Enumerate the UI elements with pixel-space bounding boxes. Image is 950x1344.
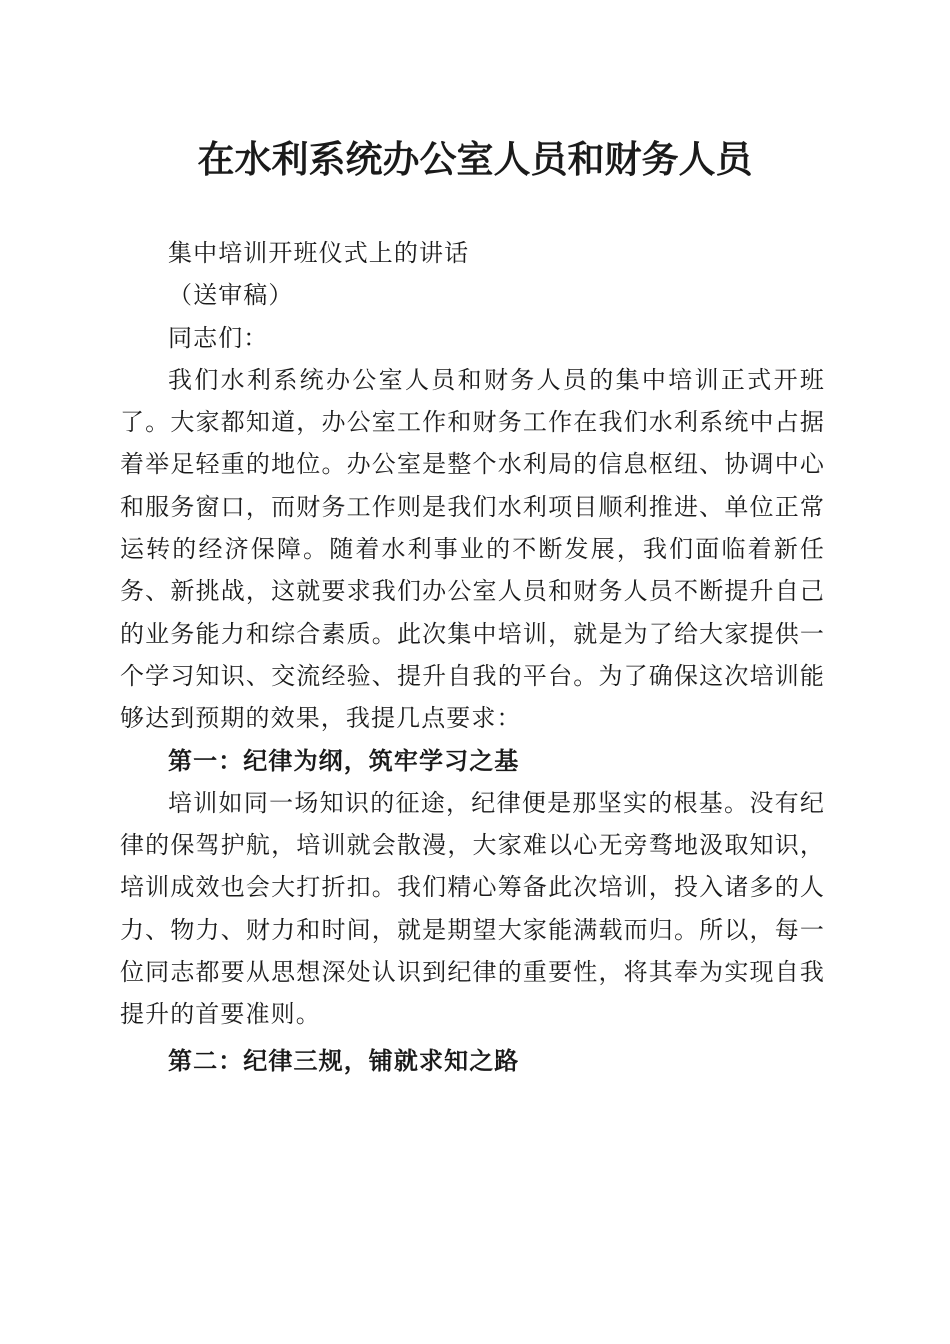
intro-paragraph: 我们水利系统办公室人员和财务人员的集中培训正式开班了。大家都知道，办公室工作和财务工作在我们水利系统中占据着举足轻重的地位。办公室是整个水利局的信息枢纽、协调中心和服务窗口，而财务工作则是我们水利项目顺利推进、单位正常运转的经济保障。随着水利事业的不断发展，我们面临着新任务、新挑战，这就要求我们办公室人员和财务人员不断提升自己的业务能力和综合素质。此次集中培训，就是为了给大家提供一个学习知识、交流经验、提升自我的平台。为了确保这次培训能够达到预期的效果，我提几点要求： [120,365,825,733]
document-body [120,232,825,1082]
section-heading-2: 第二：纪律三规，铺就求知之路 [168,1045,520,1075]
section-heading-1: 第一：纪律为纲，筑牢学习之基 [168,745,520,775]
draft-note: （送审稿） [168,281,294,310]
salutation: 同志们： [168,323,269,352]
speech-subtitle: 集中培训开班仪式上的讲话 [168,239,470,267]
section-1-paragraph: 培训如同一场知识的征途，纪律便是那坚实的根基。没有纪律的保驾护航，培训就会散漫，大家难以心无旁骛地汲取知识，培训成效也会大打折扣。我们精心筹备此次培训，投入诸多的人力、物力、财力和时间，就是期望大家能满载而归。所以，每一位同志都要从思想深处认识到纪律的重要性，将其奉为实现自我提升的首要准则。 [120,788,825,1029]
document-title: 在水利系统办公室人员和财务人员 [197,137,753,181]
